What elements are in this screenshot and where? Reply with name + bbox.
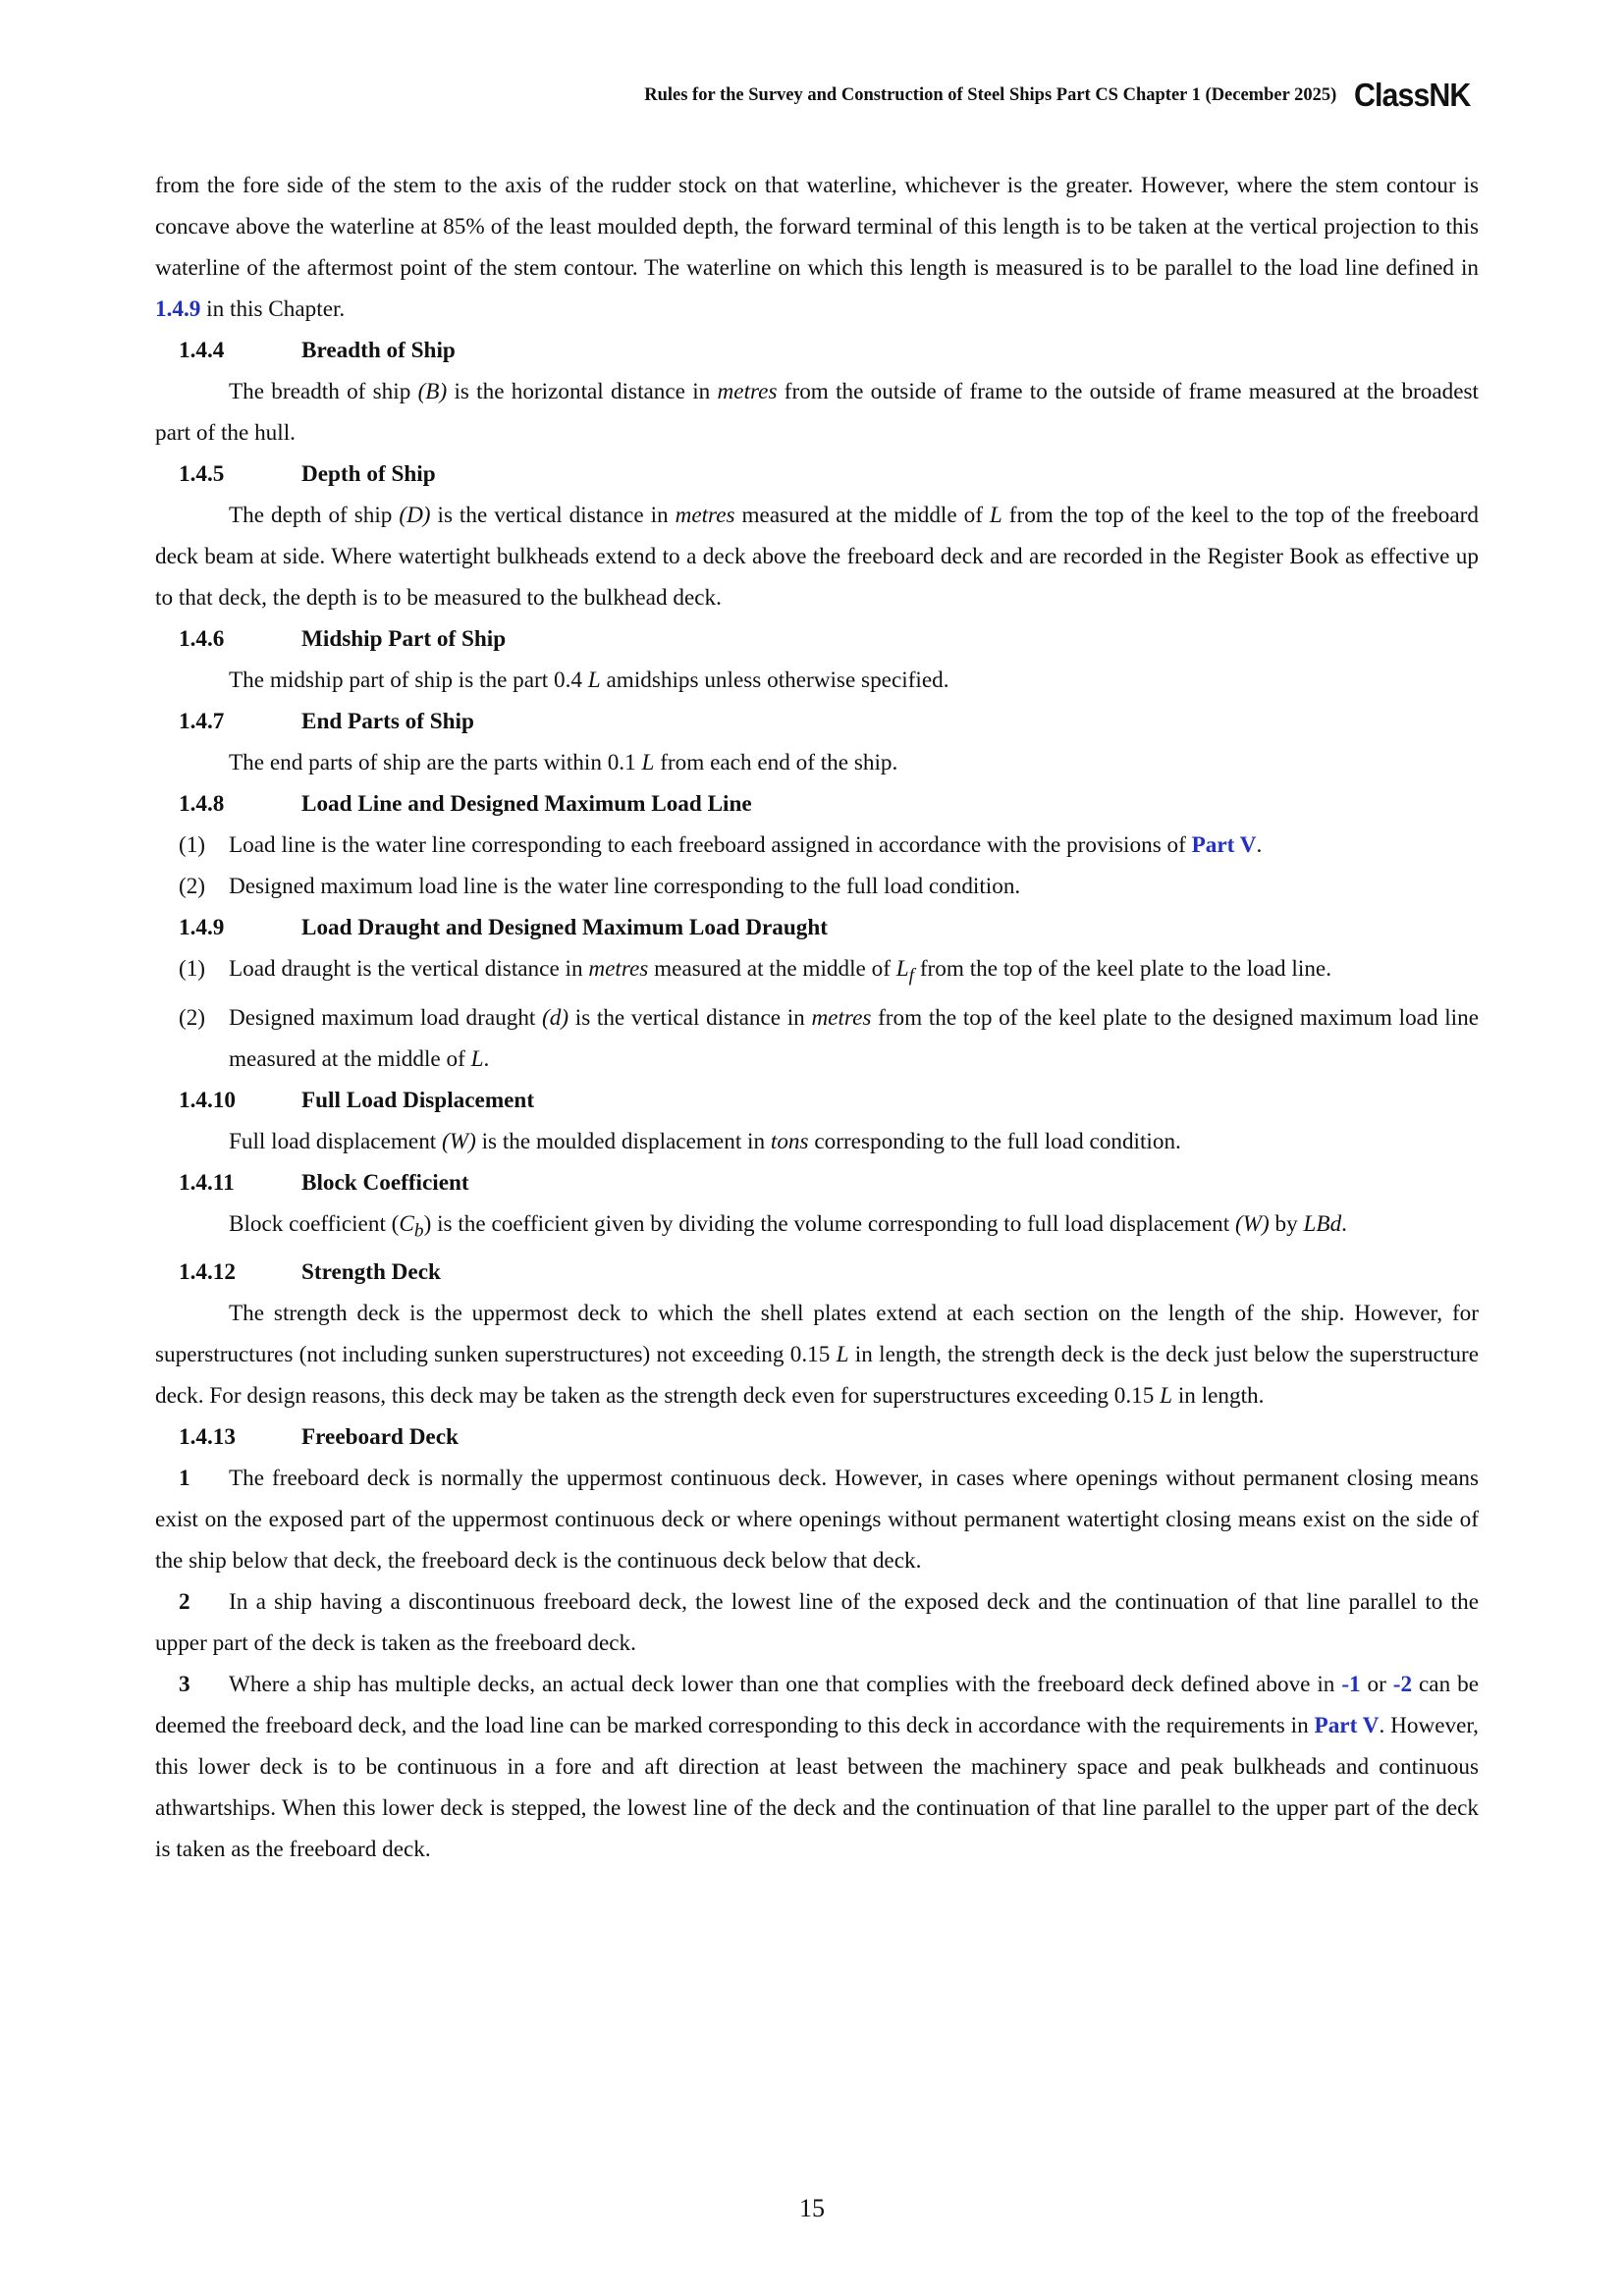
page-header [644, 77, 1481, 114]
page-number: 15 [799, 2194, 825, 2222]
paragraph-freeboard-1: 1 The freeboard deck is normally the uppermost continuous deck. However, in cases where openings without permanent closing means exist on the exposed part of the uppermost continuous deck or where openings without permanent watertight closing means exist on the side of the ship below that deck, the freeboard deck is the continuous deck below that deck. [155, 1466, 1479, 1575]
list-item: (2) Designed maximum load line is the water line corresponding to the full load condition. [178, 874, 1021, 899]
link-part-v[interactable]: Part V [1314, 1713, 1380, 1739]
paragraph-depth: The depth of ship (D) is the vertical distance in metres measured at the middle of L from the top of the keel to the top of the freeboard deck beam at side. Where watertight bulkheads extend to a deck above the freeboard deck and are recorded in the Register Book as effective up to that deck, the depth is to be measured to the bulkhead deck. [155, 503, 1479, 611]
list-item: (1) Load draught is the vertical distance in metres measured at the middle of $L_f$ from the top of the keel plate to the load line. [178, 956, 1332, 987]
paragraph-end-parts: The end parts of ship are the parts within 0.1 L from each end of the ship. [229, 750, 898, 775]
heading-1-4-6: 1.4.6 Midship Part of Ship [179, 626, 507, 652]
link-part-v[interactable]: Part V [1191, 832, 1257, 858]
heading-1-4-7: 1.4.7 End Parts of Ship [179, 709, 474, 734]
heading-1-4-11: 1.4.11 Block Coefficient [179, 1169, 469, 1196]
paragraph-strength-deck: The strength deck is the uppermost deck to which the shell plates extend at each section on the length of the ship. However, for superstructures (not including sunken superstructures) not exceeding 0.15 L in length, the strength deck is the deck just below the superstructure deck. For design reasons, this deck may be taken as the strength deck even for superstructures exceeding 0.15 L in length. [155, 1301, 1479, 1410]
link-1-4-9[interactable]: 1.4.9 [155, 296, 201, 322]
continuation-paragraph: from the fore side of the stem to the axis of the rudder stock on that waterline, whichever is the greater. However, where the stem contour is concave above the waterline at 85% of the least moulded depth, the forward terminal of this length is to be taken at the vertical projection to this waterline of the aftermost point of the stem contour. The waterline on which this length is measured is to be parallel to the load line defined in 1.4.9 in this Chapter. [155, 173, 1479, 322]
list-item: (2) Designed maximum load draught (d) is the vertical distance in metres from the top of the keel plate to the designed maximum load line measured at the middle of L. [178, 1004, 1479, 1072]
paragraph-full-load-displacement: Full load displacement (W) is the moulded displacement in tons corresponding to the full load condition. [229, 1128, 1181, 1154]
heading-1-4-13: 1.4.13 Freeboard Deck [179, 1424, 459, 1451]
heading-1-4-9: 1.4.9 Load Draught and Designed Maximum Load Draught [179, 915, 828, 940]
header-title: Rules for the Survey and Construction of Steel Ships Part CS Chapter 1 (December 2025) [644, 84, 1337, 105]
link-para-2[interactable]: -2 [1392, 1672, 1413, 1698]
list-item: (1) Load line is the water line corresponding to each freeboard assigned in accordance with the provisions of Part V. [178, 832, 1263, 858]
paragraph-midship: The midship part of ship is the part 0.4 L amidships unless otherwise specified. [229, 667, 949, 693]
heading-1-4-5: 1.4.5 Depth of Ship [179, 461, 436, 487]
heading-1-4-4: 1.4.4 Breadth of Ship [179, 338, 456, 363]
paragraph-breadth: The breadth of ship (B) is the horizontal distance in metres from the outside of frame to the outside of frame measured at the broadest part of the hull. [155, 379, 1480, 446]
document-body [155, 165, 1479, 1870]
paragraph-freeboard-2: 2 In a ship having a discontinuous freeboard deck, the lowest line of the exposed deck and the continuation of that line parallel to the upper part of the deck is taken as the freeboard deck. [155, 1589, 1479, 1657]
classnk-logo: ClassNK [1354, 77, 1471, 113]
paragraph-block-coefficient: Block coefficient $(C_b)$ is the coefficient given by dividing the volume corresponding to full load displacement (W) by LBd. [229, 1210, 1347, 1242]
link-para-1[interactable]: -1 [1341, 1672, 1361, 1698]
heading-1-4-12: 1.4.12 Strength Deck [179, 1259, 441, 1286]
heading-1-4-10: 1.4.10 Full Load Displacement [179, 1087, 535, 1113]
heading-1-4-8: 1.4.8 Load Line and Designed Maximum Load Line [179, 791, 752, 817]
paragraph-freeboard-3: 3 Where a ship has multiple decks, an actual deck lower than one that complies with the freeboard deck defined above in -1 or -2 can be deemed the freeboard deck, and the load line can be marked corresponding to this deck in accordance with the requirements in Part V. However, this lower deck is to be continuous in a fore and aft direction at least between the machinery space and peak bulkheads and continuous athwartships. When this lower deck is stepped, the lowest line of the deck and the continuation of that line parallel to the upper part of the deck is taken as the freeboard deck. [155, 1672, 1479, 1863]
